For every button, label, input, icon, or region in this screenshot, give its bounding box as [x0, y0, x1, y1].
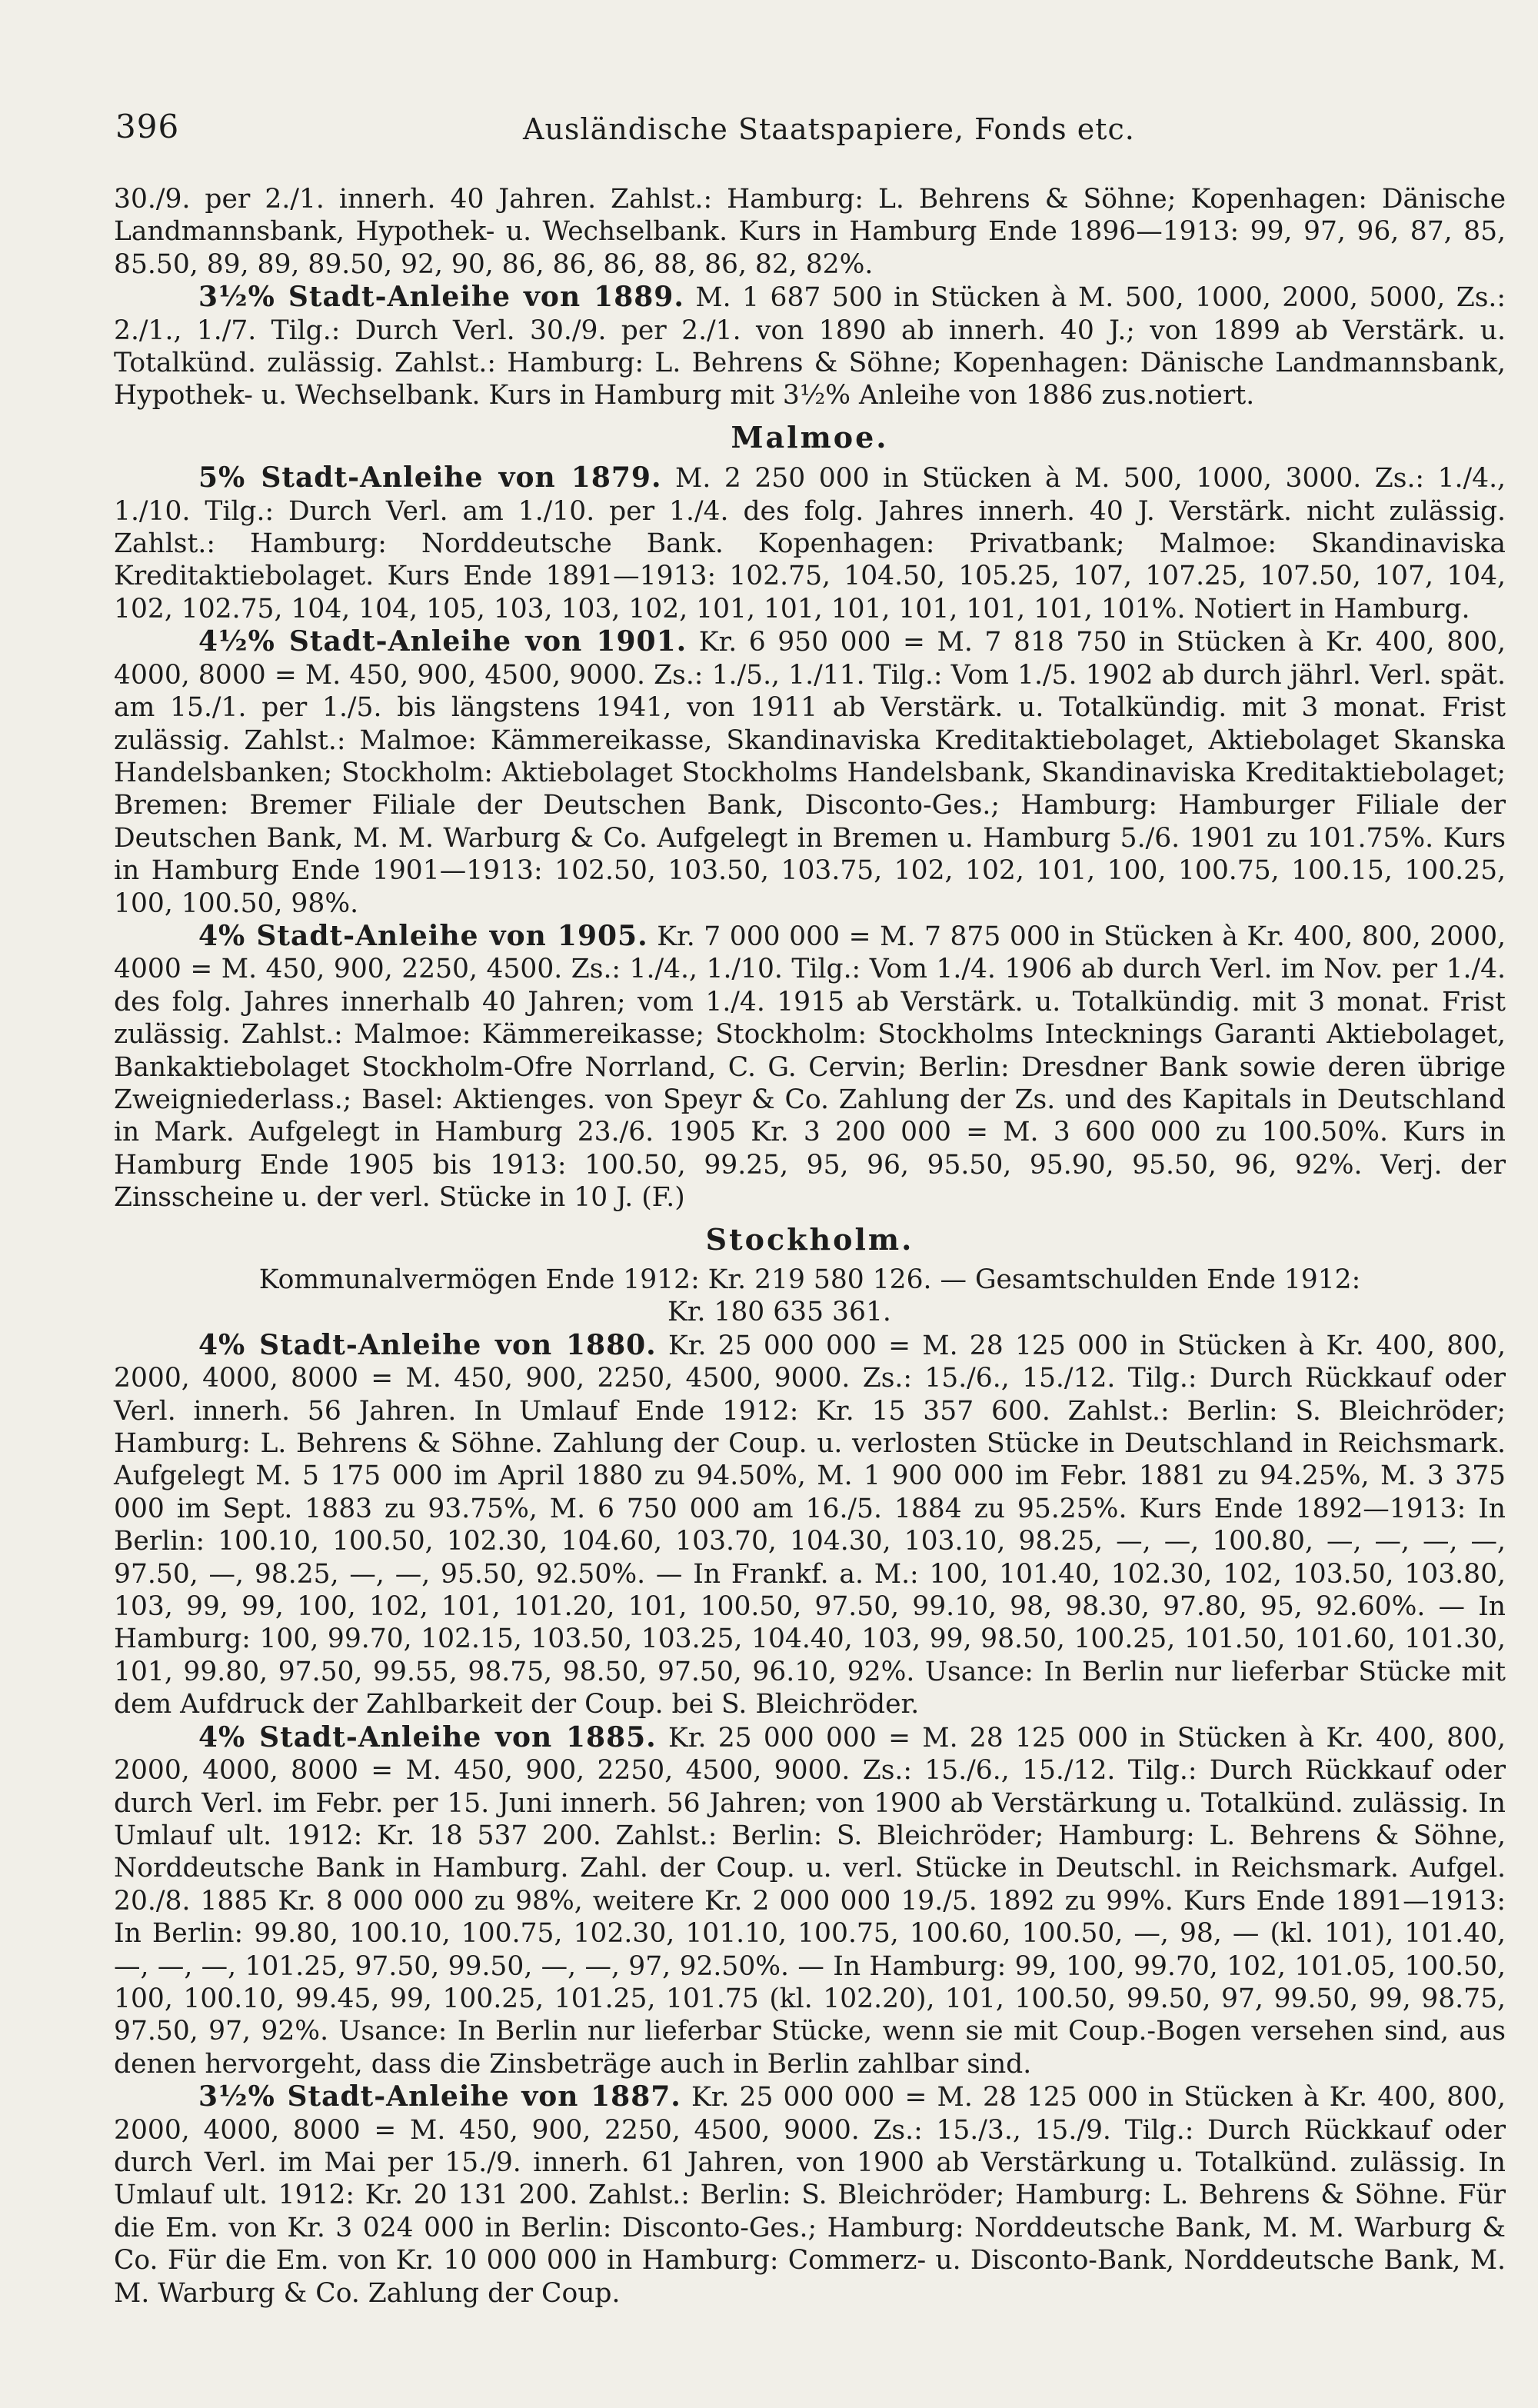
bond-heading: 4% Stadt-Anleihe von 1905. — [198, 919, 648, 952]
section-heading-stockholm: Stockholm. — [705, 1221, 914, 1257]
bond-text: Kr. 7 000 000 = M. 7 875 000 in Stücken à Kr. 400, 800, 2000, 4000 = M. 450, 900, 2250, 4500. Zs.: 1./4., 1./10. Tilg.: Vom 1./4. 1906 ab durch Verl. im Nov. per 1./4. des folg. Jahres innerhalb 40 Jahren; vom 1./4. 1915 ab Verstärk. u. Totalkündig. mit 3 monat. Frist zulässig. Zahlst.: Malmoe: Kämmereikasse; Stockholm: Stockholms Intecknings Garanti Aktiebolaget, Bankaktiebolaget Stockholm-Ofre Norrland, C. G. Cervin; Berlin: Dresdner Bank sowie deren übrige Zweigniederlass.; Basel: Aktienges. von Speyr & Co. Zahlung der Zs. und des Kapitals in Deutschland in Mark. Aufgelegt in Hamburg 23./6. 1905 Kr. 3 200 000 = M. 3 600 000 zu 100.50%. Kurs in Hamburg Ende 1905 bis 1913: 100.50, 99.25, 95, 96, 95.50, 95.90, 95.50, 96, 92%. Verj. der Zinsscheine u. der verl. Stücke in 10 J. (F.) — [114, 921, 1506, 1214]
municipal-summary-line: Kr. 180 635 361. — [667, 1297, 891, 1328]
bond-text: Kr. 25 000 000 = M. 28 125 000 in Stücken à Kr. 400, 800, 2000, 4000, 8000 = M. 450, 900, 2250, 4500, 9000. Zs.: 15./6., 15./12. Tilg.: Durch Rückkauf oder Verl. innerh. 56 Jahren. In Umlauf Ende 1912: Kr. 15 357 600. Zahlst.: Berlin: S. Bleichröder; Hamburg: L. Behrens & Söhne. Zahlung der Coup. u. verlosten Stücke in Deutschland in Reichsmark. Aufgelegt M. 5 175 000 im April 1880 zu 94.50%, M. 1 900 000 im Febr. 1881 zu 94.25%, M. 3 375 000 im Sept. 1883 zu 93.75%, M. 6 750 000 am 16./5. 1884 zu 95.25%. Kurs Ende 1892—1913: In Berlin: 100.10, 100.50, 102.30, 104.60, 103.70, 104.30, 103.10, 98.25, —, —, 100.80, —, —, —, —, 97.50, —, 98.25, —, —, 95.50, 92.50%. — In Frankf. a. M.: 100, 101.40, 102.30, 102, 103.50, 103.80, 103, 99, 99, 100, 102, 101, 101.20, 101, 100.50, 97.50, 99.10, 98, 98.30, 97.80, 95, 92.60%. — In Hamburg: 100, 99.70, 102.15, 103.50, 103.25, 104.40, 103, 99, 98.50, 100.25, 101.50, 101.60, 101.30, 101, 99.80, 97.50, 99.55, 98.75, 98.50, 97.50, 96.10, 92%. Usance: In Berlin nur lieferbar Stücke mit dem Aufdruck der Zahlbarkeit der Coup. bei S. Bleichröder. — [114, 1330, 1506, 1720]
bond-text: M. 2 250 000 in Stücken à M. 500, 1000, 3000. Zs.: 1./4., 1./10. Tilg.: Durch Verl. am 1./10. per 1./4. des folg. Jahres innerh. 40 J. Verstärk. nicht zulässig. Zahlst.: Hamburg: Norddeutsche Bank. Kopenhagen: Privatbank; Malmoe: Skandinaviska Kreditaktiebolaget. Kurs Ende 1891—1913: 102.75, 104.50, 105.25, 107, 107.25, 107.50, 107, 104, 102, 102.75, 104, 104, 105, 103, 103, 102, 101, 101, 101, 101, 101, 101, 101%. Notiert in Hamburg. — [114, 463, 1506, 624]
paragraph-text: 30./9. per 2./1. innerh. 40 Jahren. Zahlst.: Hamburg: L. Behrens & Söhne; Kopenhagen: Dänische Landmannsbank, Hypothek- u. Wechselbank. Kurs in Hamburg Ende 1896—1913: 99, 97, 96, 87, 85, 85.50, 89, 89, 89.50, 92, 90, 86, 86, 86, 88, 86, 82, 82%. — [114, 184, 1506, 280]
bond-heading: 4½% Stadt-Anleihe von 1901. — [198, 625, 687, 658]
bond-entry — [114, 1721, 1506, 2080]
document-body — [114, 183, 1506, 2310]
bond-heading: 3½% Stadt-Anleihe von 1889. — [198, 281, 684, 314]
bond-heading: 4% Stadt-Anleihe von 1880. — [198, 1328, 657, 1361]
bond-heading: 3½% Stadt-Anleihe von 1887. — [198, 2080, 681, 2113]
page-header — [115, 108, 1476, 154]
bond-entry — [114, 281, 1506, 412]
bond-entry — [114, 920, 1506, 1214]
page-number: 396 — [115, 108, 180, 145]
municipal-summary-line: Kommunalvermögen Ende 1912: Kr. 219 580 126. — Gesamtschulden Ende 1912: — [258, 1264, 1361, 1295]
bond-entry — [114, 1329, 1506, 1721]
bond-entry — [114, 2080, 1506, 2310]
running-title: Ausländische Staatspapiere, Fonds etc. — [523, 112, 1135, 146]
bond-text: Kr. 25 000 000 = M. 28 125 000 in Stücken à Kr. 400, 800, 2000, 4000, 8000 = M. 450, 900, 2250, 4500, 9000. Zs.: 15./3., 15./9. Tilg.: Durch Rückkauf oder durch Verl. im Mai per 15./9. innerh. 61 Jahren, von 1900 ab Verstärkung u. Totalkünd. zulässig. In Umlauf ult. 1912: Kr. 20 131 200. Zahlst.: Berlin: S. Bleichröder; Hamburg: L. Behrens & Söhne. Für die Em. von Kr. 3 024 000 in Berlin: Disconto-Ges.; Hamburg: Norddeutsche Bank, M. M. Warburg & Co. Für die Em. von Kr. 10 000 000 in Hamburg: Commerz- u. Disconto-Bank, Norddeutsche Bank, M. M. Warburg & Co. Zahlung der Coup. — [114, 2082, 1506, 2309]
bond-entry — [114, 461, 1506, 625]
bond-heading: 5% Stadt-Anleihe von 1879. — [198, 461, 662, 495]
bond-text: Kr. 25 000 000 = M. 28 125 000 in Stücken à Kr. 400, 800, 2000, 4000, 8000 = M. 450, 900, 2250, 4500, 9000. Zs.: 15./6., 15./12. Tilg.: Durch Rückkauf oder durch Verl. im Febr. per 15. Juni innerh. 56 Jahren; von 1900 ab Verstärkung u. Totalkünd. zulässig. In Umlauf ult. 1912: Kr. 18 537 200. Zahlst.: Berlin: S. Bleichröder; Hamburg: L. Behrens & Söhne, Norddeutsche Bank in Hamburg. Zahl. der Coup. u. verl. Stücke in Deutschl. in Reichsmark. Aufgel. 20./8. 1885 Kr. 8 000 000 zu 98%, weitere Kr. 2 000 000 19./5. 1892 zu 99%. Kurs Ende 1891—1913: In Berlin: 99.80, 100.10, 100.75, 102.30, 101.10, 100.75, 100.60, 100.50, —, 98, — (kl. 101), 101.40, —, —, —, 101.25, 97.50, 99.50, —, —, 97, 92.50%. — In Hamburg: 99, 100, 99.70, 102, 101.05, 100.50, 100, 100.10, 99.45, 99, 100.25, 101.25, 101.75 (kl. 102.20), 101, 100.50, 99.50, 97, 99.50, 99, 98.75, 97.50, 97, 92%. Usance: In Berlin nur lieferbar Stücke, wenn sie mit Coup.-Bogen versehen sind, aus denen hervorgeht, dass die Zinsbeträge auch in Berlin zahlbar sind. — [114, 1722, 1506, 2080]
bond-text: M. 1 687 500 in Stücken à M. 500, 1000, 2000, 5000, Zs.: 2./1., 1./7. Tilg.: Durch Verl. 30./9. per 2./1. von 1890 ab innerh. 40 J.; von 1899 ab Verstärk. u. Totalkünd. zulässig. Zahlst.: Hamburg: L. Behrens & Söhne; Kopenhagen: Dänische Landmannsbank, Hypothek- u. Wechselbank. Kurs in Hamburg mit 3½% Anleihe von 1886 zus.notiert. — [114, 282, 1506, 411]
bond-heading: 4% Stadt-Anleihe von 1885. — [198, 1720, 657, 1754]
bond-entry — [114, 625, 1506, 920]
paragraph — [114, 183, 1506, 281]
section-heading-malmoe: Malmoe. — [731, 419, 889, 455]
bond-text: Kr. 6 950 000 = M. 7 818 750 in Stücken à Kr. 400, 800, 4000, 8000 = M. 450, 900, 4500, 9000. Zs.: 1./5., 1./11. Tilg.: Vom 1./5. 1902 ab durch jährl. Verl. spät. am 15./1. per 1./5. bis längstens 1941, von 1911 ab Verstärk. u. Totalkündig. mit 3 monat. Frist zulässig. Zahlst.: Malmoe: Kämmereikasse, Skandinaviska Kreditaktiebolaget, Aktiebolaget Skanska Handelsbanken; Stockholm: Aktiebolaget Stockholms Handelsbank, Skandinaviska Kreditaktiebolaget; Bremen: Bremer Filiale der Deutschen Bank, Disconto-Ges.; Hamburg: Hamburger Filiale der Deutschen Bank, M. M. Warburg & Co. Aufgelegt in Bremen u. Hamburg 5./6. 1901 zu 101.75%. Kurs in Hamburg Ende 1901—1913: 102.50, 103.50, 103.75, 102, 102, 101, 100, 100.75, 100.15, 100.25, 100, 100.50, 98%. — [114, 627, 1506, 919]
